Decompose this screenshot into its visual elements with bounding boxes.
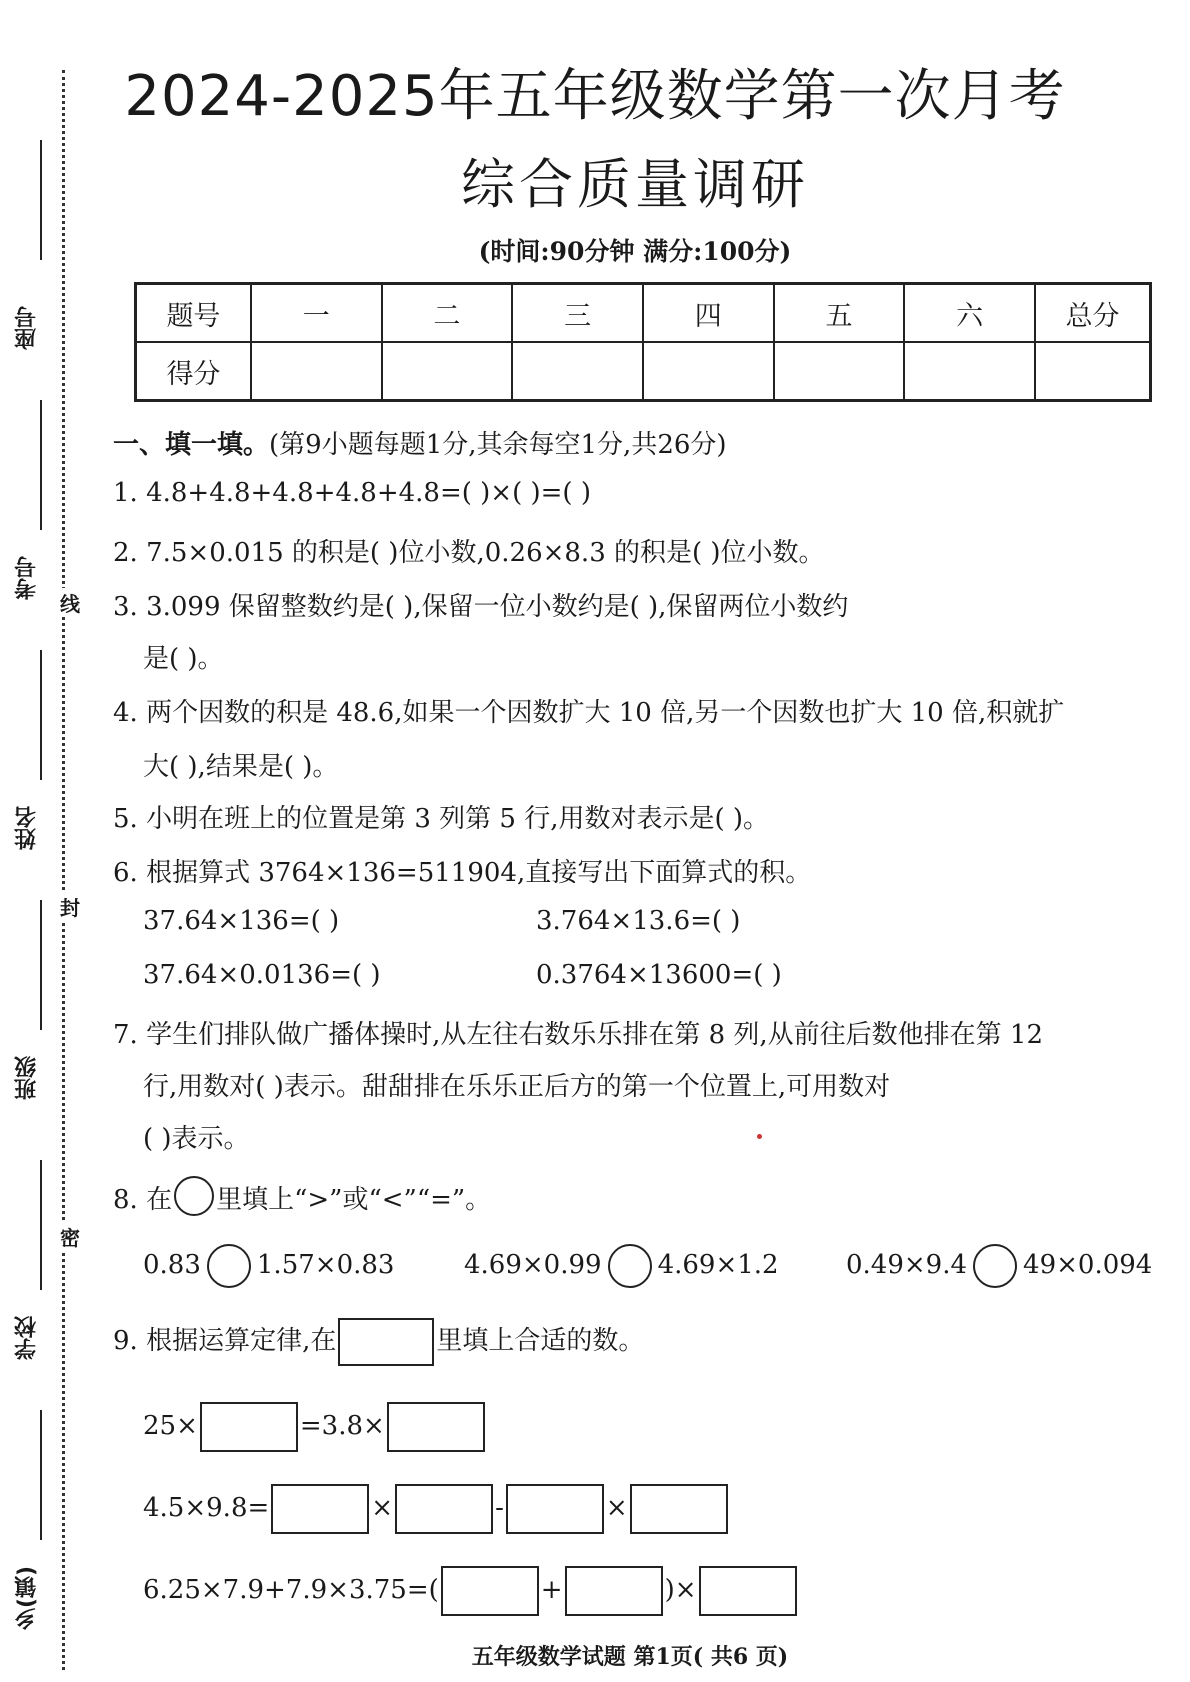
q9-line-1 <box>143 1402 487 1452</box>
label-seat-number: 座号 <box>14 306 40 350</box>
q9-text: =3.8× <box>299 1411 385 1441</box>
compare-right: 4.69×1.2 <box>657 1250 779 1280</box>
circle-icon <box>174 1176 214 1216</box>
score-header-cell: 二 <box>382 284 513 343</box>
question-7-cont1: 行,用数对( )表示。甜甜排在乐乐正后方的第一个位置上,可用数对 <box>143 1072 891 1102</box>
q9-line-3 <box>143 1566 799 1616</box>
compare-circle[interactable] <box>207 1244 251 1288</box>
question-9 <box>113 1318 644 1366</box>
score-table <box>134 282 1152 402</box>
question-3-cont: 是( )。 <box>143 644 224 674</box>
question-6: 6. 根据算式 3764×136=511904,直接写出下面算式的积。 <box>113 858 812 888</box>
exam-title: 2024-2025年五年级数学第一次月考 <box>124 64 1066 129</box>
q9-operator: + <box>540 1575 563 1605</box>
answer-box[interactable] <box>506 1484 604 1534</box>
q9-text: 4.5×9.8= <box>143 1493 270 1523</box>
label-class: 班级 <box>14 1056 40 1100</box>
question-6c: 37.64×0.0136=( ) <box>143 960 381 990</box>
score-header-cell: 三 <box>512 284 643 343</box>
question-8-prefix: 8. 在 <box>113 1185 173 1215</box>
name-line[interactable] <box>40 650 42 780</box>
score-cell[interactable] <box>512 342 643 401</box>
score-header-cell: 总分 <box>1035 284 1150 343</box>
question-2: 2. 7.5×0.015 的积是( )位小数,0.26×8.3 的积是( )位小数。 <box>113 538 825 568</box>
question-6a: 37.64×136=( ) <box>143 906 340 936</box>
score-header-cell: 题号 <box>136 284 251 343</box>
box-icon <box>338 1318 434 1366</box>
q9-text: 6.25×7.9+7.9×3.75=( <box>143 1575 439 1605</box>
score-cell[interactable] <box>1035 342 1150 401</box>
exam-time-score: (时间:90分钟 满分:100分) <box>478 237 792 266</box>
school-line[interactable] <box>40 1160 42 1290</box>
question-5: 5. 小明在班上的位置是第 3 列第 5 行,用数对表示是( )。 <box>113 804 770 834</box>
question-7: 7. 学生们排队做广播体操时,从左往右数乐乐排在第 8 列,从前往后数他排在第 12 <box>113 1020 1044 1050</box>
exam-number-line[interactable] <box>40 400 42 530</box>
question-4-cont: 大( ),结果是( )。 <box>143 752 339 782</box>
question-4: 4. 两个因数的积是 48.6,如果一个因数扩大 10 倍,另一个因数也扩大 10 倍,积就扩 <box>113 698 1065 728</box>
seal-char-line: 线 <box>58 588 82 617</box>
answer-box[interactable] <box>387 1402 485 1452</box>
score-header-cell: 五 <box>774 284 905 343</box>
question-8 <box>113 1176 491 1216</box>
answer-box[interactable] <box>395 1484 493 1534</box>
label-exam-number: 考号 <box>14 556 40 600</box>
q9-text: 25× <box>143 1411 198 1441</box>
answer-box[interactable] <box>271 1484 369 1534</box>
answer-box[interactable] <box>699 1566 797 1616</box>
compare-right: 49×0.094 <box>1023 1250 1153 1280</box>
page-footer: 五年级数学试题 第1页( 共6 页) <box>471 1644 789 1670</box>
question-1: 1. 4.8+4.8+4.8+4.8+4.8=( )×( )=( ) <box>113 478 591 508</box>
compare-circle[interactable] <box>973 1244 1017 1288</box>
score-table-header-row <box>136 284 1151 343</box>
compare-left: 4.69×0.99 <box>464 1250 602 1280</box>
score-cell[interactable] <box>774 342 905 401</box>
q9-operator: × <box>371 1493 394 1523</box>
compare-item-2 <box>464 1244 779 1288</box>
section-1-heading <box>113 424 727 461</box>
score-cell[interactable] <box>643 342 774 401</box>
compare-left: 0.49×9.4 <box>846 1250 968 1280</box>
exam-subtitle-title: 综合质量调研 <box>461 153 809 216</box>
question-6b: 3.764×13.6=( ) <box>536 906 741 936</box>
question-3: 3. 3.099 保留整数约是( ),保留一位小数约是( ),保留两位小数约 <box>113 592 849 622</box>
class-line[interactable] <box>40 900 42 1030</box>
score-row-label: 得分 <box>136 342 251 401</box>
question-6d: 0.3764×13600=( ) <box>536 960 782 990</box>
q9-line-2 <box>143 1484 730 1534</box>
answer-box[interactable] <box>565 1566 663 1616</box>
compare-item-1 <box>143 1244 394 1288</box>
answer-box[interactable] <box>441 1566 539 1616</box>
score-header-cell: 一 <box>251 284 382 343</box>
q9-operator: - <box>495 1493 504 1523</box>
section-1-title: 一、填一填。 <box>113 430 270 460</box>
answer-box[interactable] <box>200 1402 298 1452</box>
dotted-cut-line <box>62 70 65 1670</box>
score-header-cell: 六 <box>904 284 1035 343</box>
town-line[interactable] <box>40 1410 42 1540</box>
question-7-cont2: ( )表示。 <box>143 1124 250 1154</box>
q9-operator: × <box>605 1493 628 1523</box>
q9-operator: )× <box>664 1575 697 1605</box>
score-cell[interactable] <box>382 342 513 401</box>
question-9-suffix: 里填上合适的数。 <box>436 1326 645 1356</box>
score-header-cell: 四 <box>643 284 774 343</box>
compare-circle[interactable] <box>608 1244 652 1288</box>
section-1-note: (第9小题每题1分,其余每空1分,共26分) <box>269 430 727 460</box>
label-school: 学校 <box>14 1316 40 1360</box>
score-cell[interactable] <box>251 342 382 401</box>
question-8-suffix: 里填上“>”或“<”“=”。 <box>216 1185 492 1215</box>
question-9-prefix: 9. 根据运算定律,在 <box>113 1326 337 1356</box>
ink-dot <box>757 1134 762 1139</box>
compare-left: 0.83 <box>143 1250 201 1280</box>
compare-item-3 <box>846 1244 1152 1288</box>
score-table-score-row <box>136 342 1151 401</box>
seal-char-seal: 封 <box>58 892 82 921</box>
compare-right: 1.57×0.83 <box>256 1250 395 1280</box>
label-name: 姓名 <box>14 806 40 850</box>
score-cell[interactable] <box>904 342 1035 401</box>
label-town: 乡(镇) <box>14 1565 40 1630</box>
answer-box[interactable] <box>630 1484 728 1534</box>
seal-char-secret: 密 <box>58 1222 82 1251</box>
